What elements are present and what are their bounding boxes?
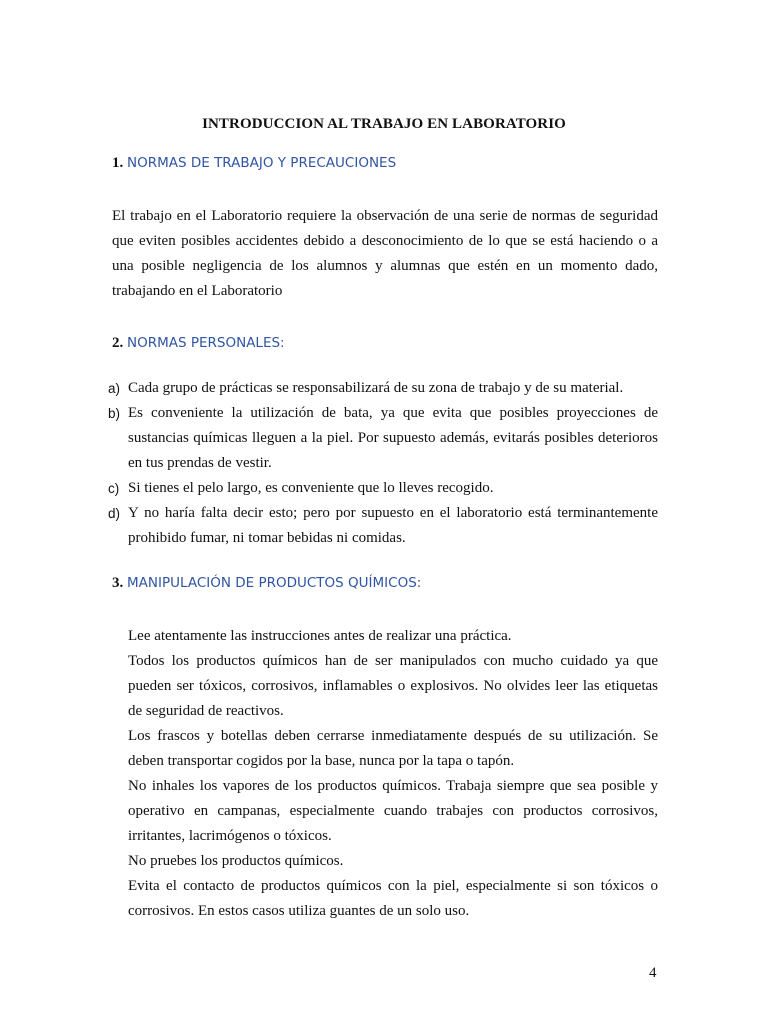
section-1-number: 1. bbox=[112, 155, 124, 171]
document-title: INTRODUCCION AL TRABAJO EN LABORATORIO bbox=[202, 116, 566, 132]
section-3-title: MANIPULACIÓN DE PRODUCTOS QUÍMICOS: bbox=[127, 575, 422, 591]
section-2-heading bbox=[112, 335, 285, 352]
section-1-paragraph: El trabajo en el Laboratorio requiere la observación de una serie de normas de seguridad que eviten posibles accidentes debido a desconocimiento de lo que se está haciendo o a una posible negligencia de los alumnos y alumnas que estén en un momento dado, trabajando en el Laboratorio bbox=[112, 208, 658, 299]
list-item-text: Es conveniente la utilización de bata, ya que evita que posibles proyecciones de sustancias químicas lleguen a la piel. Por supuesto además, evitarás posibles deterioros en tus prendas de vestir. bbox=[128, 405, 658, 471]
section-1-title: NORMAS DE TRABAJO Y PRECAUCIONES bbox=[127, 155, 397, 171]
section-2-number: 2. bbox=[112, 335, 124, 351]
list-item bbox=[108, 476, 658, 501]
section-2-title: NORMAS PERSONALES: bbox=[127, 335, 285, 351]
list-item bbox=[108, 401, 658, 476]
list-item: No inhales los vapores de los productos químicos. Trabaja siempre que sea posible y operativo en campanas, especialmente cuando trabajes con productos corrosivos, irritantes, lacrimógenos o tóxicos. bbox=[128, 778, 658, 844]
list-item-text: Y no haría falta decir esto; pero por supuesto en el laboratorio está terminantemente prohibido fumar, ni tomar bebidas ni comidas. bbox=[128, 505, 658, 546]
section-3-heading bbox=[112, 575, 421, 592]
list-marker: d) bbox=[108, 506, 121, 521]
list-item-text: Cada grupo de prácticas se responsabilizará de su zona de trabajo y de su material. bbox=[128, 380, 624, 396]
list-item: Lee atentamente las instrucciones antes de realizar una práctica. bbox=[128, 628, 512, 644]
list-item: No pruebes los productos químicos. bbox=[128, 853, 344, 869]
section-3-number: 3. bbox=[112, 575, 124, 591]
chemical-handling-list bbox=[128, 624, 658, 924]
section-1-heading bbox=[112, 155, 396, 172]
list-item bbox=[108, 376, 658, 401]
list-item: Los frascos y botellas deben cerrarse inmediatamente después de su utilización. Se deben transportar cogidos por la base, nunca por la tapa o tapón. bbox=[128, 728, 658, 769]
page-number: 4 bbox=[649, 965, 657, 981]
list-item bbox=[108, 501, 658, 551]
list-marker: c) bbox=[108, 481, 120, 496]
list-marker: a) bbox=[108, 381, 121, 396]
list-marker: b) bbox=[108, 406, 121, 421]
list-item-text: Si tienes el pelo largo, es conveniente que lo lleves recogido. bbox=[128, 480, 494, 496]
list-item: Todos los productos químicos han de ser manipulados con mucho cuidado ya que pueden ser tóxicos, corrosivos, inflamables o explosivos. No olvides leer las etiquetas de seguridad de reactivos. bbox=[128, 653, 658, 719]
personal-rules-list bbox=[108, 376, 658, 551]
list-item: Evita el contacto de productos químicos con la piel, especialmente si son tóxicos o corrosivos. En estos casos utiliza guantes de un solo uso. bbox=[128, 878, 658, 919]
